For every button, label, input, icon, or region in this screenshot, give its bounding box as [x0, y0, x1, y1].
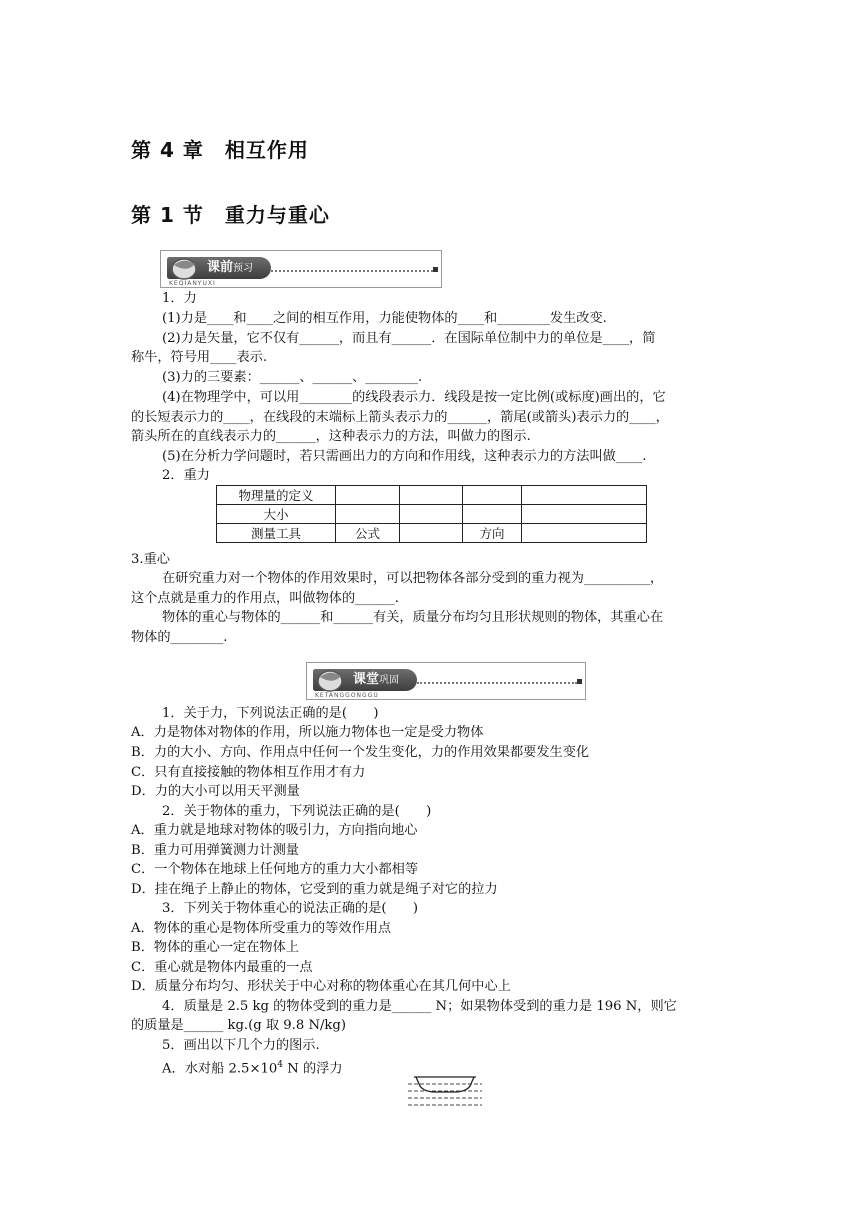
c-q3: 3．下列关于物体重心的说法正确的是( )	[162, 901, 419, 916]
c-q3-option-b: B．物体的重心一定在物体上	[131, 940, 299, 955]
c-q1: 1．关于力，下列说法正确的是( )	[162, 706, 379, 721]
q1-3: (3)力的三要素：______、______、________.	[162, 370, 423, 385]
q1-4a: (4)在物理学中，可以用________的线段表示力．线段是按一定比例(或标度)画出的，它	[162, 390, 666, 405]
table-cell: 物理量的定义	[217, 486, 336, 505]
c-q2-option-a: A．重力就是地球对物体的吸引力，方向指向地心	[131, 823, 418, 838]
banner-end-mark	[577, 679, 582, 684]
table-cell: 公式	[336, 524, 400, 543]
q2-head: 2．重力	[162, 468, 210, 483]
banner-pinyin: KEQIANYUXI	[169, 280, 216, 287]
leaf-logo-icon	[315, 667, 345, 693]
c-q5: 5．画出以下几个力的图示.	[162, 1038, 320, 1053]
banner-dotted-line	[271, 270, 433, 272]
q3-2: 这个点就是重力的作用点，叫做物体的______.	[131, 591, 399, 606]
leaf-logo-icon	[169, 255, 199, 281]
c-q1-option-b: B．力的大小、方向、作用点中任何一个发生变化，力的作用效果都要发生变化	[131, 745, 590, 760]
q3-3: 物体的重心与物体的______和______有关，质量分布均匀且形状规则的物体，其重心在	[162, 610, 664, 625]
c-q4b: 的质量是______ kg.(g 取 9.8 N/kg)	[131, 1018, 347, 1033]
c-q1-option-a: A．力是物体对物体的作用，所以施力物体也一定是受力物体	[131, 725, 484, 740]
banner-pinyin: KETANGGONGGU	[315, 692, 379, 699]
q1-5: (5)在分析力学问题时，若只需画出力的方向和作用线，这种表示力的方法叫做____.	[162, 449, 647, 464]
q1-head: 1．力	[162, 291, 197, 306]
table-cell: 测量工具	[217, 524, 336, 543]
q3-head: 3.重心	[131, 552, 170, 567]
c-q5-option-a: A．水对船 $2.5\times 10^4$ N 的浮力	[162, 1060, 343, 1077]
banner-end-mark	[433, 267, 438, 272]
q1-2b: 称牛，符号用____表示.	[131, 350, 268, 365]
c-q3-option-d: D．质量分布均匀、形状关于中心对称的物体重心在其几何中心上	[131, 979, 511, 994]
q3-4: 物体的________.	[131, 630, 228, 645]
banner-dotted-line	[417, 682, 577, 684]
q1-2a: (2)力是矢量，它不仅有______，而且有______．在国际单位制中力的单位是____，简	[162, 331, 656, 346]
c-q3-option-a: A．物体的重心是物体所受重力的等效作用点	[131, 921, 392, 936]
c-q2-option-b: B．重力可用弹簧测力计测量	[131, 843, 299, 858]
c-q1-option-d: D．力的大小可以用天平测量	[131, 784, 300, 799]
c-q2-option-c: C．一个物体在地球上任何地方的重力大小都相等	[131, 862, 419, 877]
section-title: 第 1 节 重力与重心	[131, 203, 330, 227]
banner-tag: 课堂巩固	[313, 669, 417, 691]
table-cell: 大小	[217, 505, 336, 524]
gravity-table	[216, 485, 647, 543]
q1-4b: 的长短表示力的____，在线段的末端标上箭头表示力的______，箭尾(或箭头)表示力的____，	[131, 410, 669, 425]
chapter-title: 第 4 章 相互作用	[131, 138, 309, 162]
q1-1: (1)力是____和____之间的相互作用，力能使物体的____和________发生改变.	[162, 311, 607, 326]
c-q4a: 4．质量是 2.5 kg 的物体受到的重力是______ N；如果物体受到的重力是 196 N，则它	[162, 999, 677, 1014]
c-q2: 2．关于物体的重力，下列说法正确的是( )	[162, 804, 432, 819]
q3-1: 在研究重力对一个物体的作用效果时，可以把物体各部分受到的重力视为__________，	[162, 571, 664, 586]
banner-tag: 课前预习	[167, 257, 271, 279]
table-cell: 方向	[463, 524, 522, 543]
c-q3-option-c: C．重心就是物体内最重的一点	[131, 960, 313, 975]
boat-on-water-figure	[406, 1074, 484, 1110]
c-q2-option-d: D．挂在绳子上静止的物体，它受到的重力就是绳子对它的拉力	[131, 882, 498, 897]
in-class-consolidation-banner	[306, 662, 586, 700]
c-q1-option-c: C．只有直接接触的物体相互作用才有力	[131, 765, 366, 780]
q1-4c: 箭头所在的直线表示力的______，这种表示力的方法，叫做力的图示.	[131, 429, 531, 444]
pre-class-preview-banner	[160, 250, 442, 288]
